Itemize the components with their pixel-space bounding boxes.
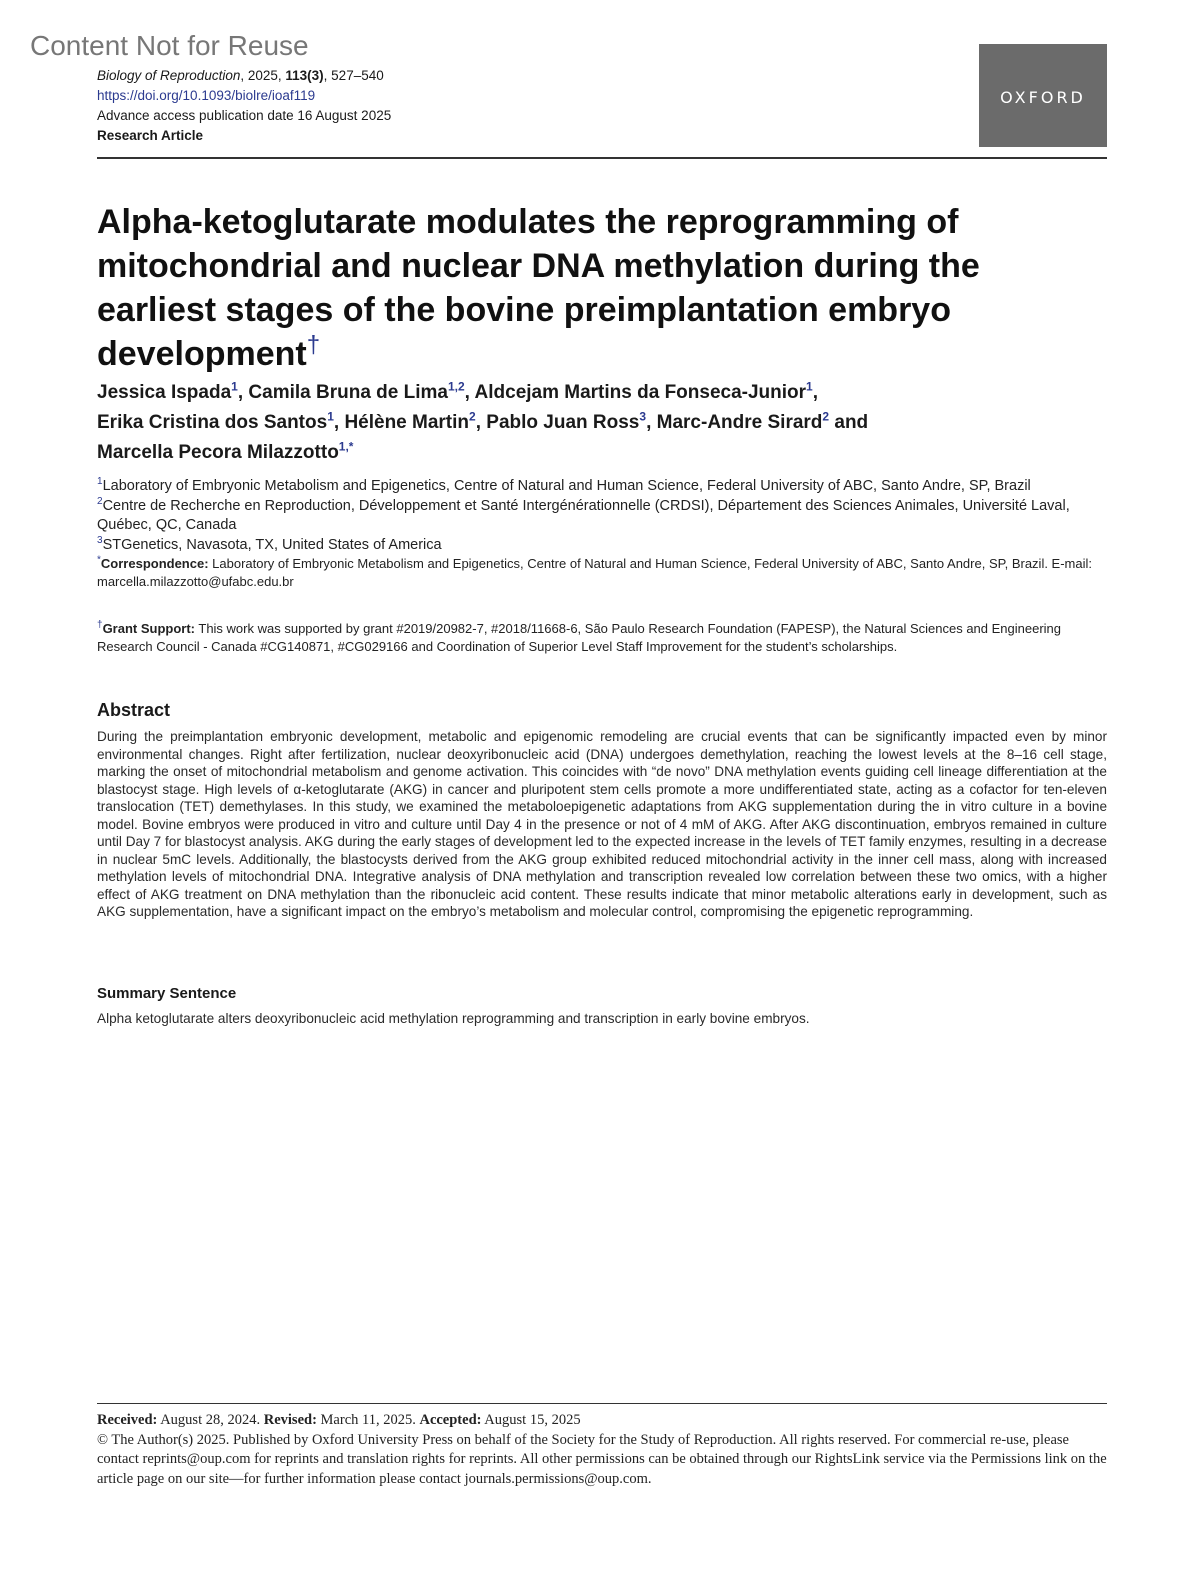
accepted-label: Accepted: — [419, 1412, 482, 1428]
affiliation — [97, 477, 1107, 497]
author-separator: , — [333, 412, 345, 433]
correspondence — [97, 555, 1107, 591]
header-divider — [97, 157, 1107, 159]
author-affiliation-ref[interactable]: 1 — [806, 379, 813, 394]
accepted-date: August 15, 2025 — [481, 1412, 581, 1428]
affiliation-text: Centre de Recherche en Reproduction, Développement et Santé Intergénérationnelle (CRDSI), Département des Sciences Animales, Université Laval, Québec, QC, Canada — [97, 497, 1070, 533]
article-header-meta — [97, 66, 697, 146]
author-affiliation-ref[interactable]: 1,* — [338, 439, 354, 454]
revised-date: March 11, 2025. — [316, 1412, 420, 1428]
affiliations — [97, 477, 1107, 591]
author-affiliation-ref[interactable]: 2 — [469, 409, 476, 424]
title-text: Alpha-ketoglutarate modulates the reprogramming of mitochondrial and nuclear DNA methylation during the earliest stages of the bovine preimplantation embryo development — [97, 203, 980, 373]
affiliation-number: 1 — [97, 476, 103, 488]
grant-mark: † — [97, 619, 103, 631]
author[interactable]: Marcella Pecora Milazzotto — [97, 442, 339, 463]
affiliation-number: 3 — [97, 534, 103, 546]
grant-text: This work was supported by grant #2019/20982-7, #2018/11668-6, São Paulo Research Foundation (FAPESP), the Natural Sciences and Engineering Research Council - Canada #CG140871, #CG029166 and Coordination of Superior Level Staff Improvement for the student’s scholarships. — [97, 621, 1062, 654]
affiliation-text: Laboratory of Embryonic Metabolism and Epigenetics, Centre of Natural and Human Science, Federal University of ABC, Santo Andre, SP, Brazil — [102, 478, 1031, 494]
received-date: August 28, 2024. — [157, 1412, 264, 1428]
citation-line — [97, 66, 697, 86]
author-separator: , — [237, 382, 249, 403]
summary-text: Alpha ketoglutarate alters deoxyribonucleic acid methylation reprogramming and transcription in early bovine embryos. — [97, 1011, 810, 1026]
author-separator: , — [464, 382, 475, 403]
affiliation — [97, 536, 1107, 556]
author-separator: , — [646, 412, 657, 433]
author[interactable]: Aldcejam Martins da Fonseca-Junior — [474, 382, 807, 403]
correspondence-mark: * — [97, 554, 101, 566]
author[interactable]: Pablo Juan Ross — [486, 412, 640, 433]
affiliation-text: STGenetics, Navasota, TX, United States of America — [102, 536, 442, 553]
citation-year: , 2025, — [240, 68, 286, 83]
author-separator: , — [812, 382, 819, 403]
abstract-text: During the preimplantation embryonic development, metabolic and epigenomic remodeling are crucial events that can be significantly impacted even by minor environmental changes. Right after fertilization, nuclear deoxyribonucleic acid (DNA) undergoes demethylation, reaching the lowest levels at the 8–16 cell stage, marking the onset of mitochondrial metabolism and genome activation. This coincides with “de novo” DNA methylation events guiding cell lineage differentiation at the blastocyst stage. High levels of α-ketoglutarate (AKG) in cancer and pluripotent stem cells promote a more undifferentiated state, acting as a cofactor for ten-eleven translocation (TET) demethylases. In this study, we examined the metaboloepigenetic adaptations from AKG supplementation during the in vitro culture in a bovine model. Bovine embryos were produced in vitro and culture until Day 4 in the presence or not of 4 mM of AKG. After AKG discontinuation, embryos remained in culture until Day 7 for blastocyst analysis. AKG during the early stages of development led to the expected increase in the levels of TET family enzymes, resulting in a decrease in nuclear 5mC levels. Additionally, the blastocysts derived from the AKG group exhibited reduced mitochondrial activity in the inner cell mass, along with increased methylation levels of mitochondrial DNA. Integrative analysis of DNA methylation and transcription revealed low correlation between these two omics, with a higher effect of AKG treatment on DNA methylation than the ribonucleic acid content. These results indicate that minor metabolic alterations early in development, such as AKG supplementation, have a significant impact on the embryo’s metabolism and molecular control, compromising the epigenetic reprogramming. — [97, 729, 1107, 919]
journal-name: Biology of Reproduction — [97, 68, 241, 83]
affiliation-number: 2 — [97, 495, 103, 507]
affiliation — [97, 497, 1107, 536]
revised-label: Revised: — [263, 1412, 317, 1428]
correspondence-label: Correspondence: — [100, 556, 209, 571]
article-footer — [97, 1411, 1107, 1489]
article-title — [97, 200, 1107, 376]
doi-link[interactable]: https://doi.org/10.1093/biolre/ioaf119 — [97, 88, 316, 103]
page-range: , 527–540 — [323, 68, 384, 83]
summary-heading: Summary Sentence — [97, 985, 237, 1002]
author-separator: and — [829, 412, 869, 433]
volume-issue: 113(3) — [285, 68, 324, 83]
author-separator: , — [475, 412, 487, 433]
watermark: Content Not for Reuse — [30, 30, 309, 61]
copyright-notice: © The Author(s) 2025. Published by Oxford University Press on behalf of the Society for the Study of Reproduction. All rights reserved. For commercial re-use, please contact reprints@oup.com for reprints and translation rights for reprints. All other permissions can be obtained through our RightsLink service via the Permissions link on the article page on our site—for further information please contact journals.permissions@oup.com. — [97, 1431, 1107, 1487]
abstract-heading: Abstract — [97, 700, 171, 720]
author-affiliation-ref[interactable]: 1 — [231, 379, 238, 394]
article-type: Research Article — [97, 128, 204, 143]
author-list — [97, 378, 1107, 468]
received-label: Received: — [97, 1412, 158, 1428]
title-footnote-mark[interactable]: † — [306, 331, 321, 359]
author[interactable]: Jessica Ispada — [97, 382, 232, 403]
author-affiliation-ref[interactable]: 2 — [822, 409, 830, 424]
author-affiliation-ref[interactable]: 3 — [639, 409, 647, 424]
advance-access-date: Advance access publication date 16 August 2025 — [97, 108, 392, 123]
grant-support — [97, 620, 1107, 656]
author[interactable]: Camila Bruna de Lima — [248, 382, 448, 403]
author[interactable]: Hélène Martin — [344, 412, 470, 433]
author-affiliation-ref[interactable]: 1 — [327, 409, 334, 424]
history-dates — [97, 1411, 1107, 1431]
author[interactable]: Marc-Andre Sirard — [656, 412, 823, 433]
publisher-logo[interactable]: OXFORD — [979, 44, 1107, 147]
grant-label: Grant Support: — [102, 621, 195, 636]
correspondence-text[interactable]: Laboratory of Embryonic Metabolism and Epigenetics, Centre of Natural and Human Science, Federal University of ABC, Santo Andre, SP, Brazil. E-mail: marcella.milazzotto@ufabc.edu.br — [97, 556, 1093, 589]
footer-divider — [97, 1403, 1107, 1404]
author-affiliation-ref[interactable]: 1,2 — [447, 379, 465, 394]
author[interactable]: Erika Cristina dos Santos — [97, 412, 328, 433]
